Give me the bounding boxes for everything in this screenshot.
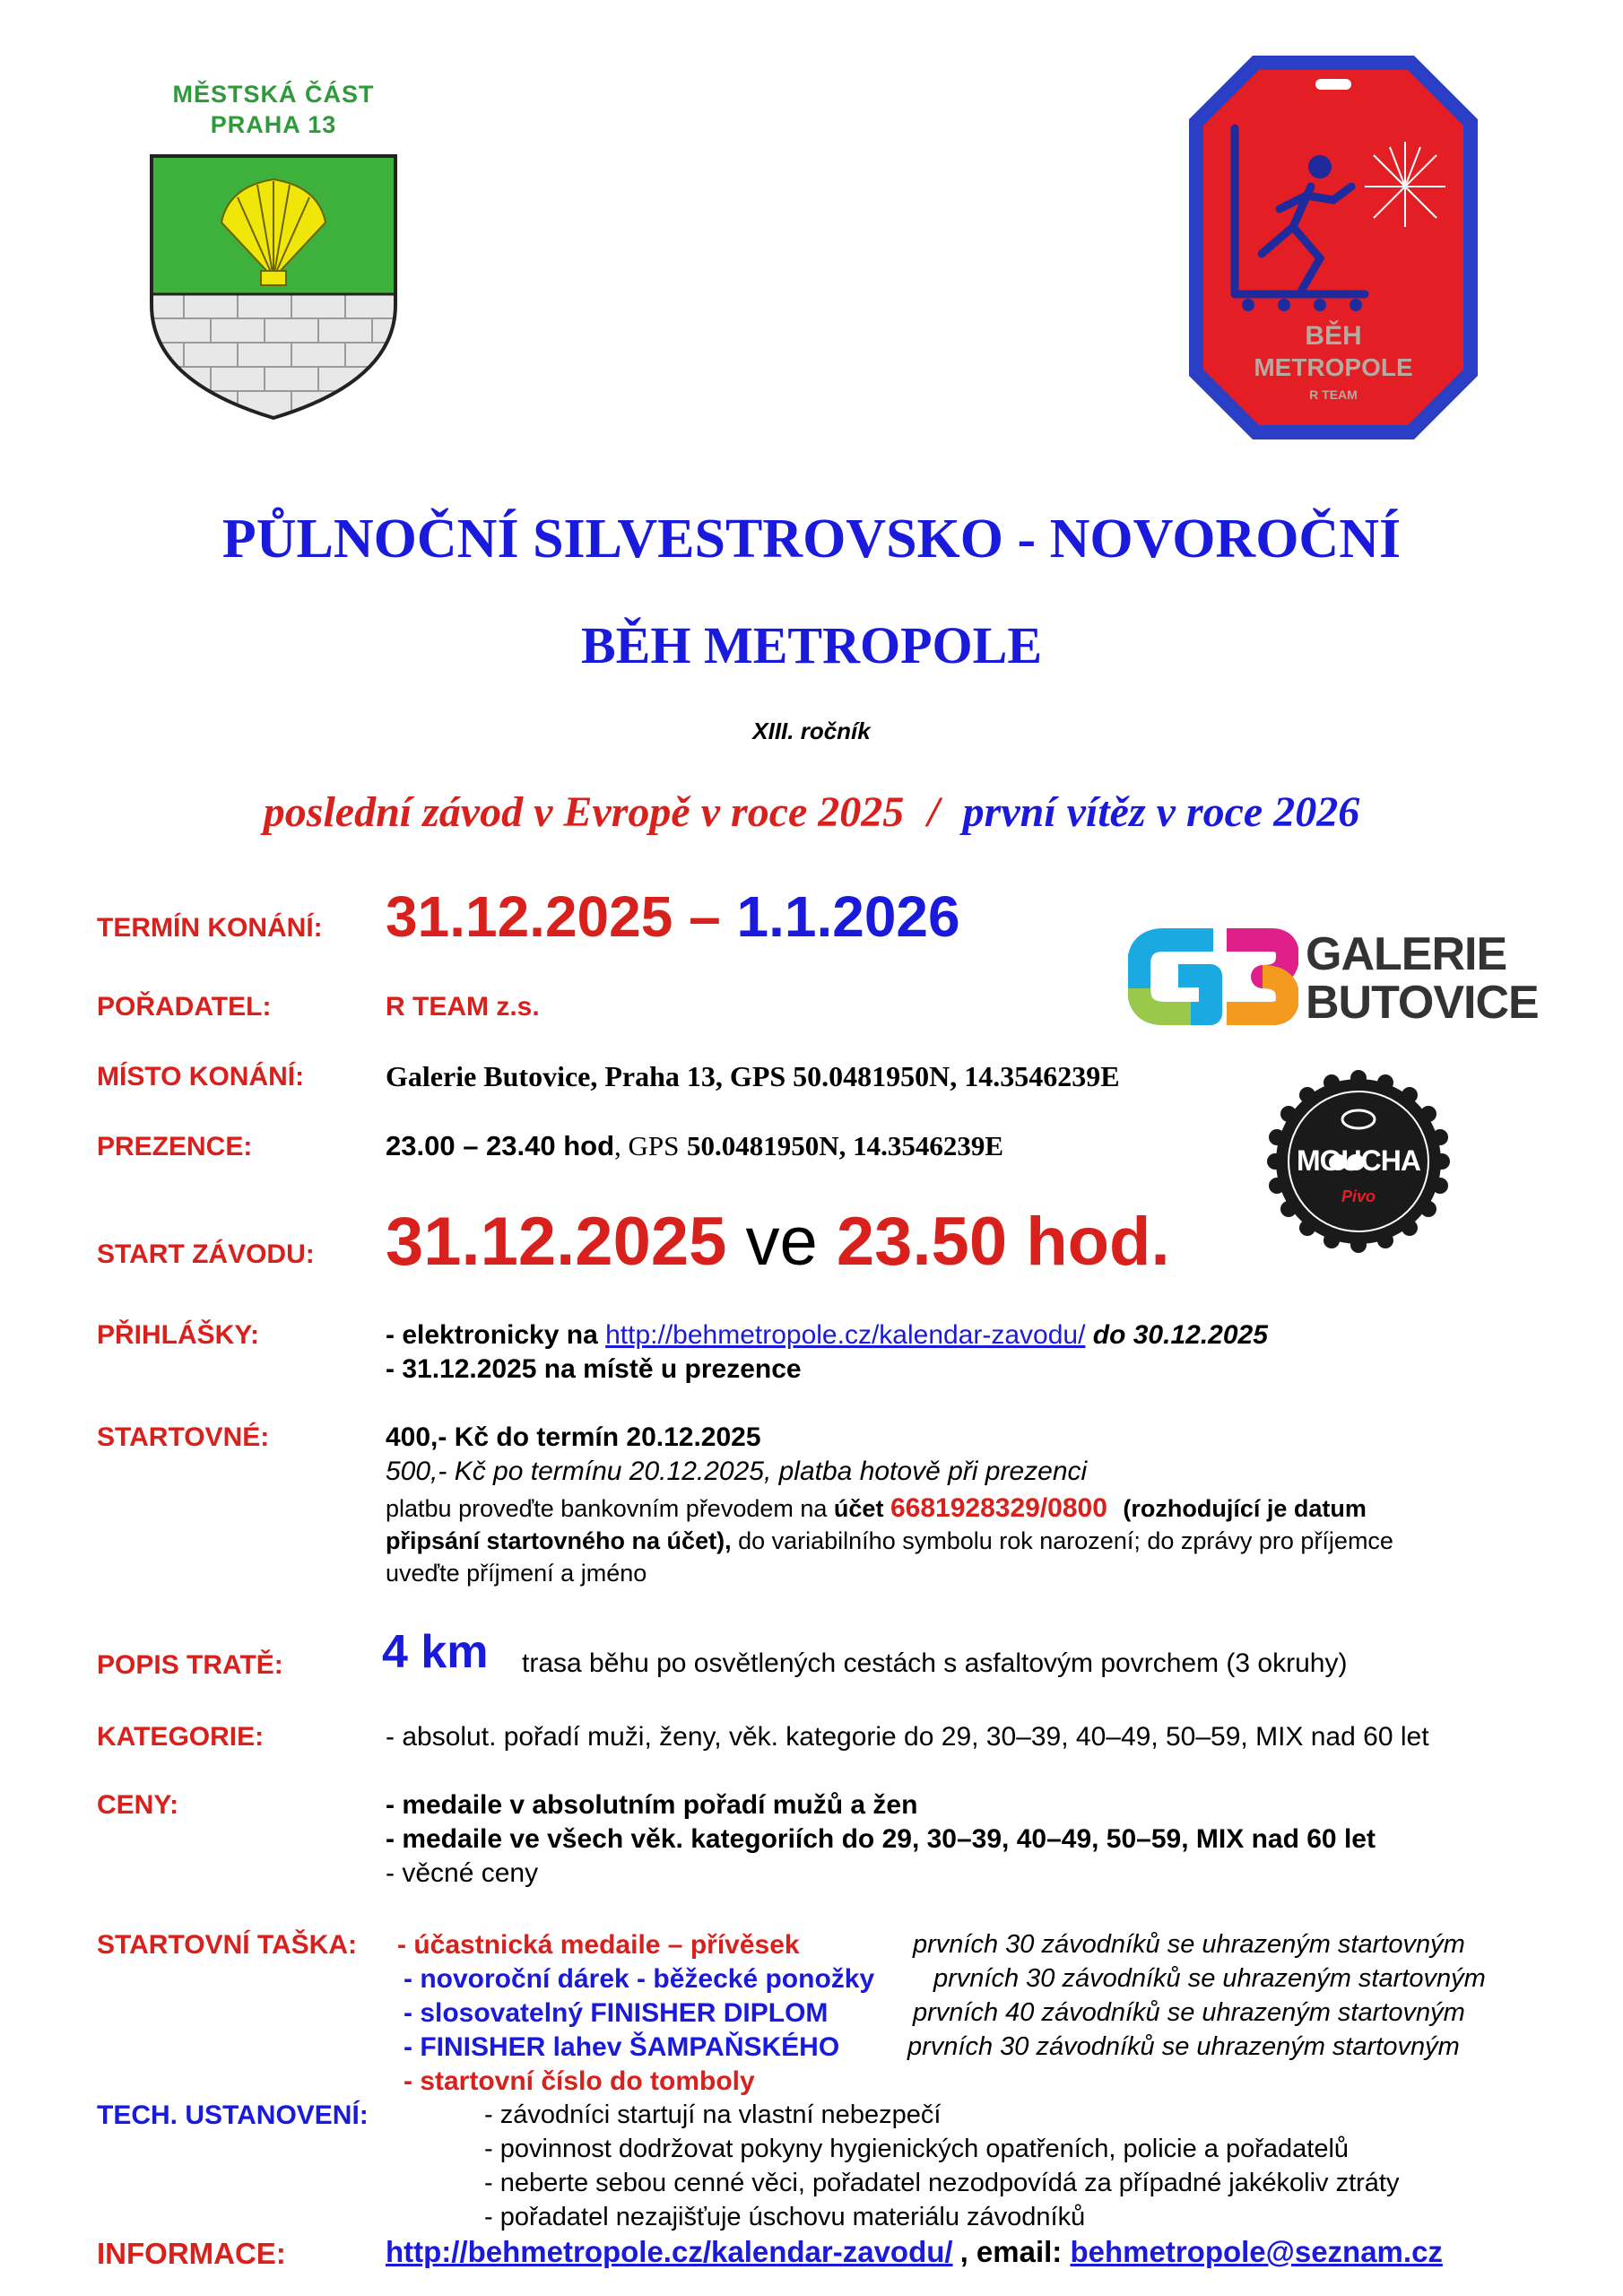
poradatel-value: R TEAM z.s. bbox=[386, 992, 540, 1022]
taska-note-3: prvních 40 závodníků se uhrazeným startovným bbox=[913, 1998, 1465, 2027]
taska-item-5: - startovní číslo do tomboly bbox=[404, 2066, 755, 2096]
galerie-line2: BUTOVICE bbox=[1306, 977, 1539, 1029]
prihlasky-line2: - 31.12.2025 na místě u prezence bbox=[386, 1354, 802, 1384]
startovne-line3-c: (rozhodující je datum bbox=[1123, 1495, 1367, 1522]
coat-of-arms-shield-icon bbox=[148, 152, 399, 422]
tech-item-3: - neberte sebou cenné věci, pořadatel nezodpovídá za případné jakékoliv ztráty bbox=[484, 2169, 1400, 2197]
informace-link[interactable]: http://behmetropole.cz/kalendar-zavodu/ bbox=[386, 2235, 953, 2268]
moucha-text: MOUCHA bbox=[1297, 1144, 1420, 1177]
slogan bbox=[0, 787, 1623, 837]
taska-item-2: - novoroční dárek - běžecké ponožky bbox=[404, 1964, 875, 1994]
misto-label: MÍSTO KONÁNÍ: bbox=[97, 1062, 305, 1091]
prihlasky-link[interactable]: http://behmetropole.cz/kalendar-zavodu/ bbox=[605, 1320, 1086, 1350]
informace-value bbox=[386, 2235, 1443, 2269]
ceny-line1: - medaile v absolutním pořadí mužů a žen bbox=[386, 1790, 918, 1820]
startovne-label: STARTOVNÉ: bbox=[97, 1422, 270, 1452]
prezence-gps-label: , GPS bbox=[614, 1130, 680, 1161]
tech-item-4: - pořadatel nezajišťuje úschovu materiálu závodníků bbox=[484, 2203, 1086, 2231]
moucha-logo bbox=[1266, 1069, 1451, 1254]
poradatel-label: POŘADATEL: bbox=[97, 992, 272, 1022]
kategorie-label: KATEGORIE: bbox=[97, 1722, 265, 1752]
prihlasky-suffix: do 30.12.2025 bbox=[1092, 1320, 1268, 1350]
informace-email-link[interactable]: behmetropole@seznam.cz bbox=[1070, 2235, 1443, 2268]
start-value bbox=[386, 1203, 1170, 1281]
startovne-line4-b: do variabilního symbolu rok narození; do zprávy pro příjemce bbox=[738, 1527, 1393, 1554]
tech-label: TECH. USTANOVENÍ: bbox=[97, 2100, 369, 2130]
start-label: START ZÁVODU: bbox=[97, 1239, 315, 1269]
prezence-gps: 50.0481950N, 14.3546239E bbox=[687, 1130, 1004, 1161]
slogan-separator: / bbox=[927, 788, 940, 836]
taska-label: STARTOVNÍ TAŠKA: bbox=[97, 1930, 357, 1960]
page-title: PŮLNOČNÍ SILVESTROVSKO - NOVOROČNÍ bbox=[221, 509, 1402, 570]
termin-start: 31.12.2025 bbox=[386, 884, 673, 949]
kategorie-value: - absolut. pořadí muži, ženy, věk. kategorie do 29, 30–39, 40–49, 50–59, MIX nad 60 let bbox=[386, 1722, 1429, 1752]
startovne-line2: 500,- Kč po termínu 20.12.2025, platba hotově při prezenci bbox=[386, 1457, 1088, 1486]
beh-logo-line2: METROPOLE bbox=[1254, 353, 1413, 381]
ceny-line2: - medaile ve všech věk. kategoriích do 29, 30–39, 40–49, 50–59, MIX nad 60 let bbox=[386, 1824, 1376, 1854]
trat-distance: 4 km bbox=[382, 1626, 489, 1678]
bank-account: 6681928329/0800 bbox=[890, 1493, 1107, 1523]
page-subtitle: BĚH METROPOLE bbox=[580, 616, 1042, 674]
praha13-logo-line2: PRAHA 13 bbox=[210, 111, 337, 138]
beh-metropole-logo bbox=[1185, 52, 1481, 443]
startovne-line1: 400,- Kč do termín 20.12.2025 bbox=[386, 1422, 761, 1452]
prihlasky-line1 bbox=[386, 1320, 1268, 1351]
startovne-line3 bbox=[386, 1493, 1367, 1524]
start-time: 23.50 hod. bbox=[836, 1204, 1170, 1280]
moucha-sub: Pivo bbox=[1341, 1187, 1376, 1205]
termin-value bbox=[386, 883, 960, 950]
termin-dash: – bbox=[689, 884, 721, 949]
trat-label: POPIS TRATĚ: bbox=[97, 1650, 283, 1680]
start-ve: ve bbox=[745, 1204, 818, 1280]
taska-note-1: prvních 30 závodníků se uhrazeným startovným bbox=[913, 1930, 1465, 1959]
tech-item-1: - závodníci startují na vlastní nebezpečí bbox=[484, 2100, 942, 2129]
informace-label: INFORMACE: bbox=[97, 2237, 286, 2270]
prezence-label: PREZENCE: bbox=[97, 1132, 253, 1161]
g3-logo-icon bbox=[1128, 924, 1298, 1030]
taska-item-3: - slosovatelný FINISHER DIPLOM bbox=[404, 1998, 829, 2028]
beh-logo-mark: R TEAM bbox=[1309, 387, 1358, 402]
galerie-line1: GALERIE bbox=[1306, 928, 1507, 980]
startovne-line4 bbox=[386, 1527, 1393, 1555]
tech-item-2: - povinnost dodržovat pokyny hygienických opatřeních, policie a pořadatelů bbox=[484, 2135, 1350, 2163]
slogan-left: poslední závod v Evropě v roce 2025 bbox=[263, 788, 905, 836]
start-date: 31.12.2025 bbox=[386, 1204, 727, 1280]
misto-value: Galerie Butovice, Praha 13, GPS 50.0481950N, 14.3546239E bbox=[386, 1060, 1120, 1092]
termin-label: TERMÍN KONÁNÍ: bbox=[97, 913, 323, 943]
galerie-butovice-logo bbox=[1128, 924, 1539, 1030]
prezence-time: 23.00 – 23.40 hod bbox=[386, 1130, 615, 1161]
startovne-line3-b: účet bbox=[833, 1495, 884, 1522]
prezence-value bbox=[386, 1130, 1003, 1162]
taska-note-2: prvních 30 závodníků se uhrazeným startovným bbox=[933, 1964, 1486, 1993]
startovne-line4-a: připsání startovného na účet), bbox=[386, 1527, 732, 1554]
ceny-line3: - věcné ceny bbox=[386, 1858, 539, 1888]
beh-logo-line1: BĚH bbox=[1305, 321, 1362, 351]
trat-desc: trasa běhu po osvětlených cestách s asfaltovým povrchem (3 okruhy) bbox=[522, 1648, 1348, 1678]
termin-end: 1.1.2026 bbox=[736, 884, 960, 949]
startovne-line5: uveďte příjmení a jméno bbox=[386, 1560, 647, 1587]
edition: XIII. ročník bbox=[752, 718, 871, 744]
taska-item-4: - FINISHER lahev ŠAMPAŇSKÉHO bbox=[404, 2032, 840, 2062]
praha13-logo bbox=[148, 81, 399, 422]
ceny-label: CENY: bbox=[97, 1790, 179, 1820]
prihlasky-prefix: - elektronicky na bbox=[386, 1320, 598, 1350]
startovne-line3-a: platbu proveďte bankovním převodem na bbox=[386, 1495, 828, 1522]
taska-item-1: - účastnická medaile – přívěsek bbox=[397, 1930, 800, 1960]
taska-note-4: prvních 30 závodníků se uhrazeným startovným bbox=[907, 2032, 1460, 2061]
informace-email-label: , email: bbox=[959, 2235, 1063, 2268]
praha13-logo-line1: MĚSTSKÁ ČÁST bbox=[172, 81, 375, 108]
slogan-right: první vítěz v roce 2026 bbox=[962, 788, 1360, 836]
prihlasky-label: PŘIHLÁŠKY: bbox=[97, 1320, 260, 1350]
runner-badge-icon bbox=[1185, 52, 1481, 443]
